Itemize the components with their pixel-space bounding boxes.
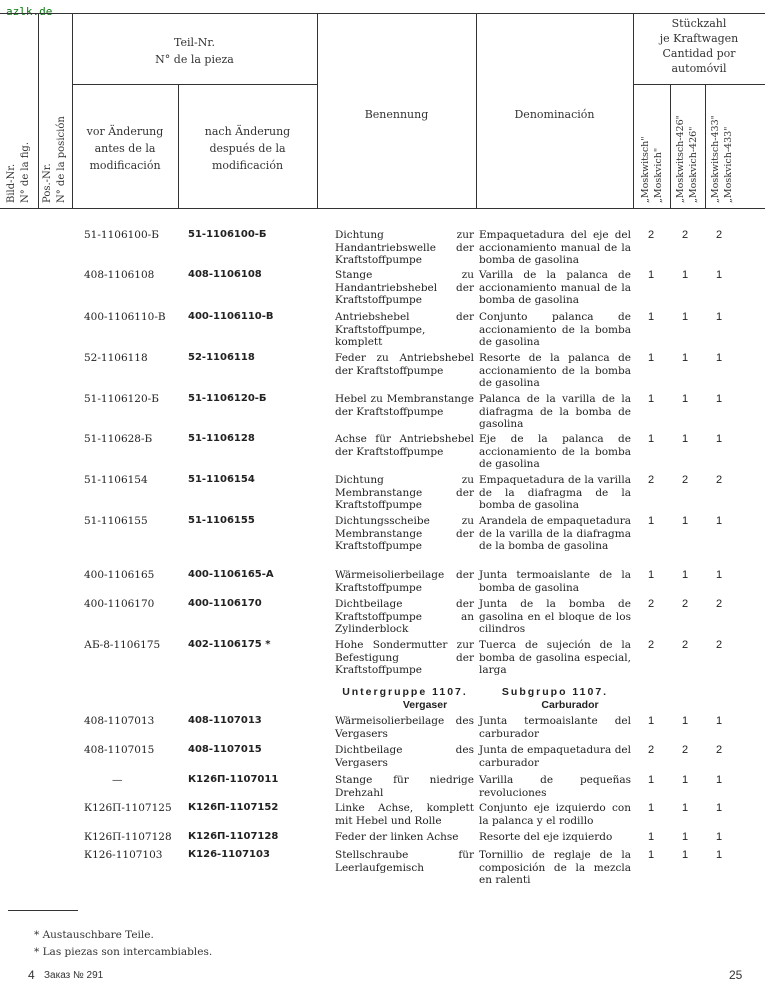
before-es-2: modificación [89,159,161,172]
name-de: Dichtbeilage der Kraftstoffpumpe an Zylinderblock [335,598,474,635]
qty-model-3: 2 [715,639,723,651]
qty-model-3: 1 [715,802,723,814]
part-after: 400-1106165-А [188,569,274,580]
name-de: Wärmeisolierbeilage des Vergasers [335,715,474,740]
part-before: АБ-8-1106175 [84,639,161,651]
part-before: 408-1107015 [84,744,155,756]
qty-model-3: 1 [715,515,723,527]
qty-model-3: 1 [715,352,723,364]
part-before: 51-1106100-Б [84,229,159,241]
name-es: Palanca de la varilla de la diafragma de la bomba de gasolina [479,393,631,430]
qty-model-1: 1 [647,352,655,364]
qty-model-3: 1 [715,831,723,843]
name-es: Varilla de la palanca de accionamiento manual de la bomba de gasolina [479,269,631,306]
qty-model-2: 1 [681,311,689,323]
name-es: Arandela de empaquetadura de la varilla de la diafragma de la bomba de gasolina [479,515,631,552]
qty-model-2: 1 [681,269,689,281]
name-es: Resorte del eje izquierdo [479,831,613,843]
model-3-es: „Moskvich-433" [723,126,734,203]
part-after: 51-1106154 [188,474,255,485]
quantity-heading [633,16,765,76]
name-de: Wärmeisolierbeilage der Kraftstoffpumpe [335,569,474,594]
qty-model-2: 1 [681,433,689,445]
qty-es-2: automóvil [671,62,727,75]
part-no-de: Teil-Nr. [174,36,215,49]
qty-model-3: 2 [715,474,723,486]
part-after: 400-1106170 [188,598,262,609]
qty-es-1: Cantidad por [662,47,736,60]
qty-model-2: 1 [681,515,689,527]
signature-number: 4 [28,968,35,982]
model-2-de: „Moskwitsch-426" [675,114,686,203]
qty-model-2: 1 [681,802,689,814]
qty-model-2: 2 [681,744,689,756]
footnote-es: * Las piezas son intercambiables. [34,946,213,958]
part-before: 400-1106110-В [84,311,166,323]
name-es: Eje de la palanca de accionamiento de la bomba de gasolina [479,433,631,470]
name-es: Junta termoaislante de la bomba de gasolina [479,569,631,594]
part-after: К126П-1107011 [188,774,279,785]
qty-model-1: 2 [647,744,655,756]
name-es: Conjunto eje izquierdo con la palanca y el rodillo [479,802,631,827]
qty-model-2: 1 [681,569,689,581]
footnote-rule [8,910,78,911]
part-after: 51-1106128 [188,433,255,444]
name-de: Hohe Sondermutter zur Befestigung der Kraftstoffpumpe [335,639,474,676]
part-no-es: N° de la pieza [155,53,234,66]
subgroup-es [479,686,631,711]
part-after: К126-1107103 [188,849,270,860]
part-before: 408-1107013 [84,715,155,727]
name-de: Stange für niedrige Drehzahl [335,774,474,799]
name-es: Junta termoaislante del carburador [479,715,631,740]
part-before: 52-1106118 [84,352,148,364]
part-before: — [112,774,123,786]
name-de: Antriebshebel der Kraftstoffpumpe, komplett [335,311,474,348]
qty-model-1: 1 [647,849,655,861]
qty-model-3: 1 [715,774,723,786]
qty-model-1: 1 [647,269,655,281]
part-after: К126П-1107152 [188,802,279,813]
qty-model-3: 1 [715,715,723,727]
before-es-1: antes de la [94,142,156,155]
fig-no-es: N° de la fig. [20,141,31,203]
part-after: 51-1106120-Б [188,393,267,404]
before-de: vor Änderung [86,125,164,138]
qty-model-3: 1 [715,569,723,581]
qty-model-1: 1 [647,831,655,843]
qty-model-3: 1 [715,311,723,323]
subgroup-de [335,686,475,711]
name-de: Feder der linken Achse [335,831,459,843]
part-after: 51-1106100-Б [188,229,267,240]
name-de: Dichtbeilage des Vergasers [335,744,474,769]
name-de-heading: Benennung [364,108,429,121]
footnote-de: * Austauschbare Teile. [34,929,154,941]
qty-model-1: 1 [647,802,655,814]
qty-model-1: 2 [647,639,655,651]
name-de: Hebel zu Membranstange der Kraftstoffpumpe [335,393,474,418]
part-after: 402-1106175 * [188,639,271,650]
qty-model-3: 1 [715,849,723,861]
qty-model-1: 1 [647,393,655,405]
qty-model-1: 2 [647,474,655,486]
part-before: К126П-1107128 [84,831,172,843]
subgroup-es-name: Carburador [541,698,599,711]
before-heading [72,123,178,174]
name-es: Tornillio de reglaje de la composición de la mezcla en ralenti [479,849,631,886]
qty-model-3: 1 [715,393,723,405]
qty-model-3: 2 [715,229,723,241]
part-after: 52-1106118 [188,352,255,363]
fig-no-de: Bild-Nr. [6,163,17,203]
part-before: К126-1107103 [84,849,163,861]
after-heading [178,123,317,174]
model-2-es: „Moskvich-426" [688,126,699,203]
after-es-2: modificación [211,159,284,172]
qty-model-2: 2 [681,474,689,486]
part-before: 51-1106120-Б [84,393,159,405]
name-de: Achse für Antriebshebel der Kraftstoffpumpe [335,433,474,458]
part-before: 400-1106170 [84,598,155,610]
qty-model-2: 2 [681,598,689,610]
part-after: 408-1106108 [188,269,262,280]
pos-no-es: N° de la posición [56,116,67,203]
qty-model-1: 1 [647,515,655,527]
pos-no-de: Pos.-Nr. [42,163,53,203]
after-de: nach Änderung [204,125,291,138]
part-after: 408-1107013 [188,715,262,726]
name-de: Linke Achse, komplett mit Hebel und Rolle [335,802,474,827]
part-before: 51-110628-Б [84,433,153,445]
name-es: Tuerca de sujeción de la bomba de gasolina especial, larga [479,639,631,676]
qty-model-1: 1 [647,569,655,581]
order-number: Заказ № 291 [44,970,104,981]
part-after: 400-1106110-В [188,311,274,322]
name-es: Resorte de la palanca de accionamiento de la bomba de gasolina [479,352,631,389]
qty-model-1: 1 [647,433,655,445]
name-de: Dichtung zu Membranstange der Kraftstoffpumpe [335,474,474,511]
qty-model-3: 2 [715,744,723,756]
qty-model-2: 1 [681,393,689,405]
model-3-de: „Moskwitsch-433" [710,114,721,203]
name-es: Junta de empaquetadura del carburador [479,744,631,769]
part-after: 408-1107015 [188,744,262,755]
qty-model-2: 1 [681,715,689,727]
qty-model-3: 2 [715,598,723,610]
qty-model-2: 2 [681,639,689,651]
name-de: Feder zu Antriebshebel der Kraftstoffpumpe [335,352,474,377]
part-before: 51-1106154 [84,474,148,486]
qty-model-2: 1 [681,849,689,861]
name-es: Junta de la bomba de gasolina en el bloque de los cilindros [479,598,631,635]
name-de: Dichtungsscheibe zu Membranstange der Kraftstoffpumpe [335,515,474,552]
part-after: К126П-1107128 [188,831,279,842]
part-after: 51-1106155 [188,515,255,526]
qty-model-2: 2 [681,229,689,241]
model-1-de: „Moskwitsch" [640,136,651,203]
subgroup-de-name: Vergaser [402,698,448,711]
qty-model-1: 1 [647,774,655,786]
qty-model-1: 2 [647,598,655,610]
subgroup-es-title: Subgrupo 1107. [501,686,609,698]
qty-model-3: 1 [715,433,723,445]
qty-model-2: 1 [681,352,689,364]
qty-model-1: 1 [647,715,655,727]
part-before: 408-1106108 [84,269,155,281]
qty-model-1: 2 [647,229,655,241]
qty-model-2: 1 [681,831,689,843]
name-es: Varilla de pequeñas revoluciones [479,774,631,799]
part-before: 51-1106155 [84,515,148,527]
after-es-1: después de la [209,142,286,155]
name-es-heading: Denominación [514,108,595,121]
part-before: 400-1106165 [84,569,155,581]
qty-model-3: 1 [715,269,723,281]
subgroup-de-title: Untergruppe 1107. [342,686,468,698]
name-de: Stellschraube für Leerlaufgemisch [335,849,474,874]
name-de: Stange zu Handantriebshebel der Kraftstoffpumpe [335,269,474,306]
qty-model-1: 1 [647,311,655,323]
name-es: Empaquetadura del eje del accionamiento manual de la bomba de gasolina [479,229,631,266]
qty-de-1: Stückzahl [671,17,727,30]
page-number: 25 [729,968,743,982]
part-no-heading [72,34,317,68]
site-watermark: azlk.de [6,5,53,18]
model-1-es: „Moskvich" [653,147,664,203]
qty-model-2: 1 [681,774,689,786]
name-es: Empaquetadura de la varilla de la diafragma de la bomba de gasolina [479,474,631,511]
name-es: Conjunto palanca de accionamiento de la bomba de gasolina [479,311,631,348]
name-de: Dichtung zur Handantriebswelle der Kraftstoffpumpe [335,229,474,266]
qty-de-2: je Kraftwagen [659,32,739,45]
part-before: К126П-1107125 [84,802,172,814]
